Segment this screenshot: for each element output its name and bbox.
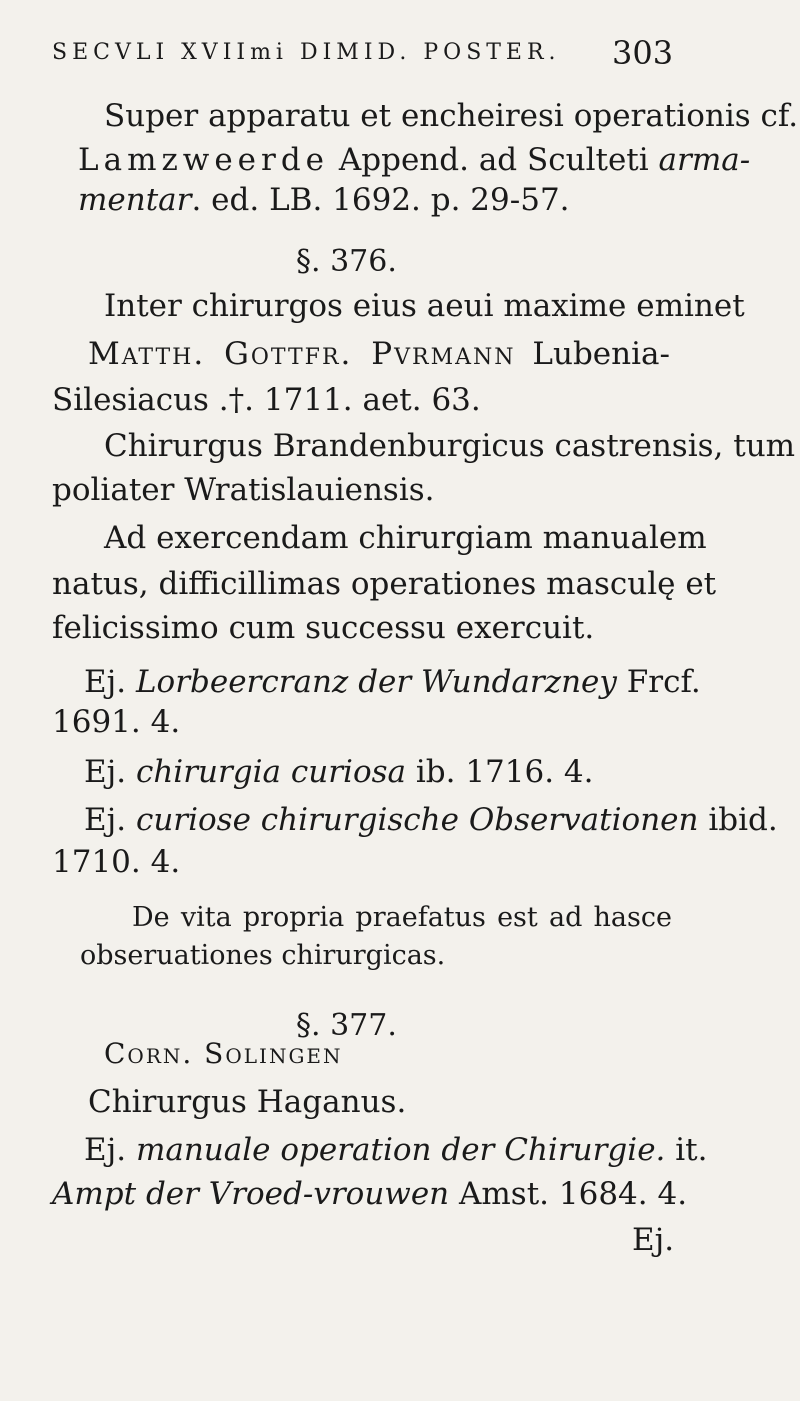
note-line: obseruationes chirurgicas. [80, 940, 446, 971]
paragraph-line: Inter chirurgos eius aeui maxime eminet [104, 288, 745, 324]
book-title: curiose chirurgische Observationen [135, 802, 699, 838]
bibliography-entry-cont: 1691. 4. [52, 704, 181, 740]
entry-tail: it. [665, 1132, 708, 1168]
book-title: Lorbeercranz der Wundarzney [135, 664, 617, 700]
person-name [104, 1034, 343, 1074]
book-title: arma- [658, 142, 751, 178]
book-title: Ampt der Vroed-vrouwen [52, 1176, 450, 1212]
catchword: Ej. [632, 1222, 675, 1258]
bibliography-entry [84, 1130, 708, 1170]
paragraph-line: Chirurgus Haganus. [88, 1084, 407, 1120]
paragraph-line [78, 140, 751, 180]
paragraph-line: natus, difficillimas operationes masculę et [52, 566, 717, 602]
entry-tail: Amst. 1684. 4. [449, 1176, 688, 1212]
entry-lead: Ej. [84, 754, 136, 790]
bibliography-entry [84, 800, 778, 840]
paragraph-line: Chirurgus Brandenburgicus castrensis, tum [104, 428, 796, 464]
paragraph-line: Ad exercendam chirurgiam manualem [104, 520, 707, 556]
entry-tail: ib. 1716. 4. [406, 754, 594, 790]
entry-lead: Ej. [84, 1132, 136, 1168]
note-line: De vita propria praefatus est ad hasce [132, 902, 672, 933]
section-heading: §. 376. [296, 244, 397, 279]
entry-tail: ibid. [698, 802, 778, 838]
bibliography-entry-cont: 1710. 4. [52, 844, 181, 880]
entry-tail: Frcf. [616, 664, 701, 700]
book-title: mentar [78, 182, 192, 218]
paragraph-line [78, 180, 570, 220]
entry-lead: Ej. [84, 802, 136, 838]
page-number: 303 [612, 34, 674, 72]
book-title: chirurgia curiosa [135, 754, 407, 790]
bibliography-entry [84, 662, 701, 702]
person-name: Matth. Gottfr. Pvrmann [88, 336, 516, 372]
book-title: manuale operation der Chirurgie. [135, 1132, 666, 1168]
paragraph-text: . ed. LB. 1692. p. 29-57. [191, 182, 570, 218]
bibliography-entry [84, 752, 594, 792]
paragraph-line: Super apparatu et encheiresi operationis cf. [104, 98, 799, 134]
paragraph-text: Lubenia- [515, 336, 670, 372]
running-head: SECVLI XVIImi DIMID. POSTER. [52, 40, 561, 65]
paragraph-line [88, 334, 670, 374]
paragraph-line: felicissimo cum successu exercuit. [52, 610, 595, 646]
bibliography-entry-cont [52, 1174, 687, 1214]
entry-lead: Ej. [84, 664, 136, 700]
person-name-text: Corn. Solingen [104, 1037, 343, 1070]
paragraph-text: Append. ad Sculteti [329, 142, 659, 178]
author-name: Lamzweerde [78, 142, 330, 178]
paragraph-line: Silesiacus .†. 1711. aet. 63. [52, 382, 481, 418]
paragraph-line: poliater Wratislauiensis. [52, 472, 435, 508]
section-heading: §. 377. [296, 1008, 397, 1043]
